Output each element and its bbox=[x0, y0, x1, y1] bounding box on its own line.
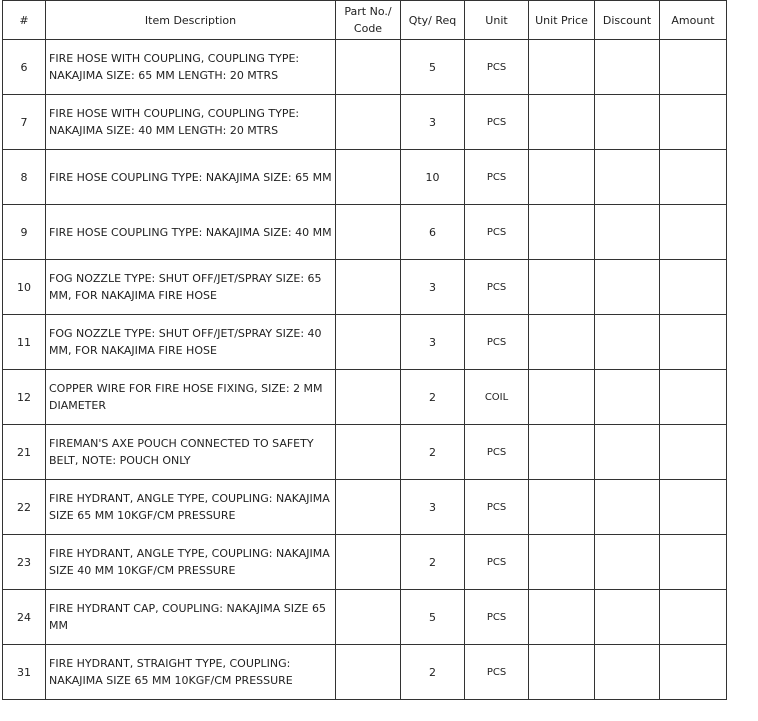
unit-price-cell bbox=[529, 535, 595, 590]
item-description-cell: FIRE HYDRANT, STRAIGHT TYPE, COUPLING: NAKAJIMA SIZE 65 MM 10KGF/CM PRESSURE bbox=[46, 645, 336, 700]
item-table bbox=[2, 0, 727, 700]
amount-cell bbox=[660, 315, 727, 370]
item-number-cell: 11 bbox=[3, 315, 46, 370]
qty-cell: 3 bbox=[401, 480, 465, 535]
item-description-cell: FIRE HYDRANT, ANGLE TYPE, COUPLING: NAKAJIMA SIZE 65 MM 10KGF/CM PRESSURE bbox=[46, 480, 336, 535]
amount-cell bbox=[660, 150, 727, 205]
qty-cell: 10 bbox=[401, 150, 465, 205]
header-part-no: Part No./ Code bbox=[336, 1, 401, 40]
amount-cell bbox=[660, 425, 727, 480]
part-no-cell bbox=[336, 315, 401, 370]
unit-cell: PCS bbox=[465, 260, 529, 315]
header-amount: Amount bbox=[660, 1, 727, 40]
unit-cell: PCS bbox=[465, 480, 529, 535]
discount-cell bbox=[595, 150, 660, 205]
discount-cell bbox=[595, 425, 660, 480]
part-no-cell bbox=[336, 480, 401, 535]
table-row bbox=[3, 535, 727, 590]
discount-cell bbox=[595, 40, 660, 95]
qty-cell: 3 bbox=[401, 95, 465, 150]
discount-cell bbox=[595, 535, 660, 590]
item-description-cell: FIRE HOSE COUPLING TYPE: NAKAJIMA SIZE: 40 MM bbox=[46, 205, 336, 260]
table-row bbox=[3, 205, 727, 260]
unit-price-cell bbox=[529, 40, 595, 95]
qty-cell: 3 bbox=[401, 315, 465, 370]
amount-cell bbox=[660, 40, 727, 95]
unit-price-cell bbox=[529, 370, 595, 425]
unit-price-cell bbox=[529, 260, 595, 315]
qty-cell: 2 bbox=[401, 370, 465, 425]
unit-cell: PCS bbox=[465, 645, 529, 700]
item-description-cell: FIRE HYDRANT, ANGLE TYPE, COUPLING: NAKAJIMA SIZE 40 MM 10KGF/CM PRESSURE bbox=[46, 535, 336, 590]
table-row bbox=[3, 150, 727, 205]
qty-cell: 5 bbox=[401, 590, 465, 645]
part-no-cell bbox=[336, 205, 401, 260]
discount-cell bbox=[595, 260, 660, 315]
unit-price-cell bbox=[529, 95, 595, 150]
item-number-cell: 24 bbox=[3, 590, 46, 645]
item-description-cell: FOG NOZZLE TYPE: SHUT OFF/JET/SPRAY SIZE: 65 MM, FOR NAKAJIMA FIRE HOSE bbox=[46, 260, 336, 315]
qty-cell: 6 bbox=[401, 205, 465, 260]
table-row bbox=[3, 480, 727, 535]
table-row bbox=[3, 95, 727, 150]
discount-cell bbox=[595, 315, 660, 370]
discount-cell bbox=[595, 590, 660, 645]
amount-cell bbox=[660, 480, 727, 535]
part-no-cell bbox=[336, 40, 401, 95]
unit-cell: PCS bbox=[465, 150, 529, 205]
item-description-cell: FIRE HOSE WITH COUPLING, COUPLING TYPE: NAKAJIMA SIZE: 40 MM LENGTH: 20 MTRS bbox=[46, 95, 336, 150]
item-description-cell: FOG NOZZLE TYPE: SHUT OFF/JET/SPRAY SIZE: 40 MM, FOR NAKAJIMA FIRE HOSE bbox=[46, 315, 336, 370]
header-num: # bbox=[3, 1, 46, 40]
table-row bbox=[3, 425, 727, 480]
header-unit-price: Unit Price bbox=[529, 1, 595, 40]
unit-cell: PCS bbox=[465, 590, 529, 645]
header-discount: Discount bbox=[595, 1, 660, 40]
table-row bbox=[3, 315, 727, 370]
part-no-cell bbox=[336, 645, 401, 700]
unit-price-cell bbox=[529, 315, 595, 370]
unit-cell: COIL bbox=[465, 370, 529, 425]
unit-price-cell bbox=[529, 205, 595, 260]
discount-cell bbox=[595, 480, 660, 535]
part-no-cell bbox=[336, 425, 401, 480]
item-description-cell: FIRE HOSE WITH COUPLING, COUPLING TYPE: NAKAJIMA SIZE: 65 MM LENGTH: 20 MTRS bbox=[46, 40, 336, 95]
discount-cell bbox=[595, 95, 660, 150]
unit-cell: PCS bbox=[465, 425, 529, 480]
header-unit: Unit bbox=[465, 1, 529, 40]
item-number-cell: 23 bbox=[3, 535, 46, 590]
table-row bbox=[3, 260, 727, 315]
part-no-cell bbox=[336, 590, 401, 645]
discount-cell bbox=[595, 370, 660, 425]
qty-cell: 5 bbox=[401, 40, 465, 95]
table-row bbox=[3, 645, 727, 700]
amount-cell bbox=[660, 95, 727, 150]
part-no-cell bbox=[336, 95, 401, 150]
qty-cell: 2 bbox=[401, 535, 465, 590]
item-description-cell: FIREMAN'S AXE POUCH CONNECTED TO SAFETY BELT, NOTE: POUCH ONLY bbox=[46, 425, 336, 480]
item-number-cell: 9 bbox=[3, 205, 46, 260]
qty-cell: 2 bbox=[401, 425, 465, 480]
item-number-cell: 12 bbox=[3, 370, 46, 425]
discount-cell bbox=[595, 205, 660, 260]
amount-cell bbox=[660, 205, 727, 260]
amount-cell bbox=[660, 590, 727, 645]
unit-price-cell bbox=[529, 425, 595, 480]
item-number-cell: 6 bbox=[3, 40, 46, 95]
item-number-cell: 10 bbox=[3, 260, 46, 315]
part-no-cell bbox=[336, 150, 401, 205]
item-description-cell: FIRE HOSE COUPLING TYPE: NAKAJIMA SIZE: 65 MM bbox=[46, 150, 336, 205]
amount-cell bbox=[660, 370, 727, 425]
part-no-cell bbox=[336, 535, 401, 590]
unit-cell: PCS bbox=[465, 315, 529, 370]
unit-price-cell bbox=[529, 590, 595, 645]
item-description-cell: COPPER WIRE FOR FIRE HOSE FIXING, SIZE: 2 MM DIAMETER bbox=[46, 370, 336, 425]
unit-cell: PCS bbox=[465, 205, 529, 260]
item-number-cell: 22 bbox=[3, 480, 46, 535]
header-item-description: Item Description bbox=[46, 1, 336, 40]
unit-cell: PCS bbox=[465, 535, 529, 590]
discount-cell bbox=[595, 645, 660, 700]
part-no-cell bbox=[336, 260, 401, 315]
header-qty: Qty/ Req bbox=[401, 1, 465, 40]
amount-cell bbox=[660, 645, 727, 700]
part-no-cell bbox=[336, 370, 401, 425]
item-number-cell: 21 bbox=[3, 425, 46, 480]
item-number-cell: 8 bbox=[3, 150, 46, 205]
item-description-cell: FIRE HYDRANT CAP, COUPLING: NAKAJIMA SIZE 65 MM bbox=[46, 590, 336, 645]
item-number-cell: 7 bbox=[3, 95, 46, 150]
unit-price-cell bbox=[529, 480, 595, 535]
amount-cell bbox=[660, 535, 727, 590]
unit-price-cell bbox=[529, 150, 595, 205]
amount-cell bbox=[660, 260, 727, 315]
item-number-cell: 31 bbox=[3, 645, 46, 700]
table-row bbox=[3, 370, 727, 425]
unit-price-cell bbox=[529, 645, 595, 700]
header-row bbox=[3, 1, 727, 40]
table-row bbox=[3, 590, 727, 645]
unit-cell: PCS bbox=[465, 40, 529, 95]
qty-cell: 2 bbox=[401, 645, 465, 700]
table-row bbox=[3, 40, 727, 95]
qty-cell: 3 bbox=[401, 260, 465, 315]
unit-cell: PCS bbox=[465, 95, 529, 150]
